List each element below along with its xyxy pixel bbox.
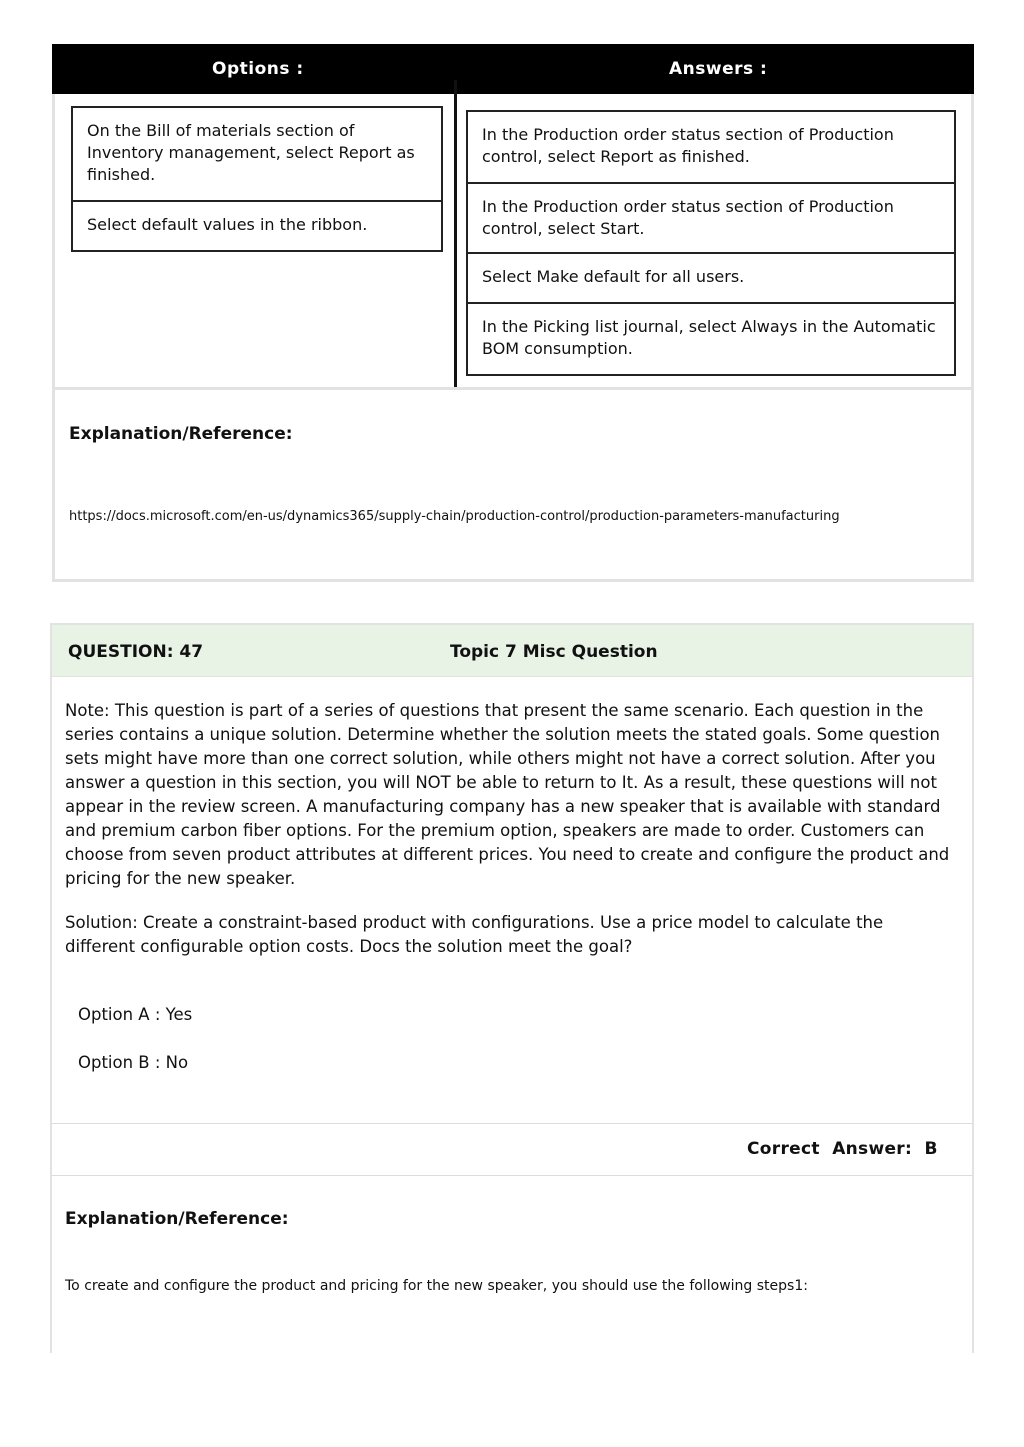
question-header [52,625,972,677]
answers-header: Answers : [669,59,768,79]
option-item[interactable]: Select default values in the ribbon. [71,200,443,252]
explanation-title: Explanation/Reference: [65,1209,289,1229]
correct-answer: Correct Answer: B [747,1139,938,1159]
explanation-text: To create and configure the product and pricing for the new speaker, you should use the following steps1: [65,1278,808,1294]
divider [52,1123,972,1124]
option-a[interactable]: Option A : Yes [78,1005,193,1024]
column-divider [454,80,457,387]
question-card [50,623,974,1353]
drag-drop-header [52,44,974,94]
question-number: QUESTION: 47 [68,642,204,662]
question-note: Note: This question is part of a series of questions that present the same scenario. Each question in the series contains a unique solution. Determine whether the solution meets the stated goals. Some question sets might have more than one correct solution, while others might not have a correct solution. After you answer a question in this section, you will NOT be able to return to It. As a result, these questions will not appear in the review screen. A manufacturing company has a new speaker that is available with standard and premium carbon fiber options. For the premium option, speakers are made to order. Customers can choose from seven product attributes at different prices. You need to create and configure the product and pricing for the new speaker. [65,701,950,888]
answer-item[interactable]: In the Production order status section of Production control, select Start. [466,182,956,254]
reference-link[interactable]: https://docs.microsoft.com/en-us/dynamics365/supply-chain/production-control/production-parameters-manufacturing [69,509,840,524]
drag-drop-section [52,44,974,390]
option-b[interactable]: Option B : No [78,1053,189,1072]
question-topic: Topic 7 Misc Question [450,642,658,662]
answer-item[interactable]: Select Make default for all users. [466,252,956,304]
divider [52,1175,972,1176]
explanation-title: Explanation/Reference: [69,424,293,444]
explanation-section [52,390,974,582]
option-item[interactable]: On the Bill of materials section of Inventory management, select Report as finished. [71,106,443,202]
answer-item[interactable]: In the Picking list journal, select Always in the Automatic BOM consumption. [466,302,956,376]
question-solution: Solution: Create a constraint-based product with configurations. Use a price model to calculate the different configurable option costs. Docs the solution meet the goal? [65,913,884,956]
options-header: Options : [212,59,304,79]
answer-item[interactable]: In the Production order status section of Production control, select Report as finished. [466,110,956,184]
